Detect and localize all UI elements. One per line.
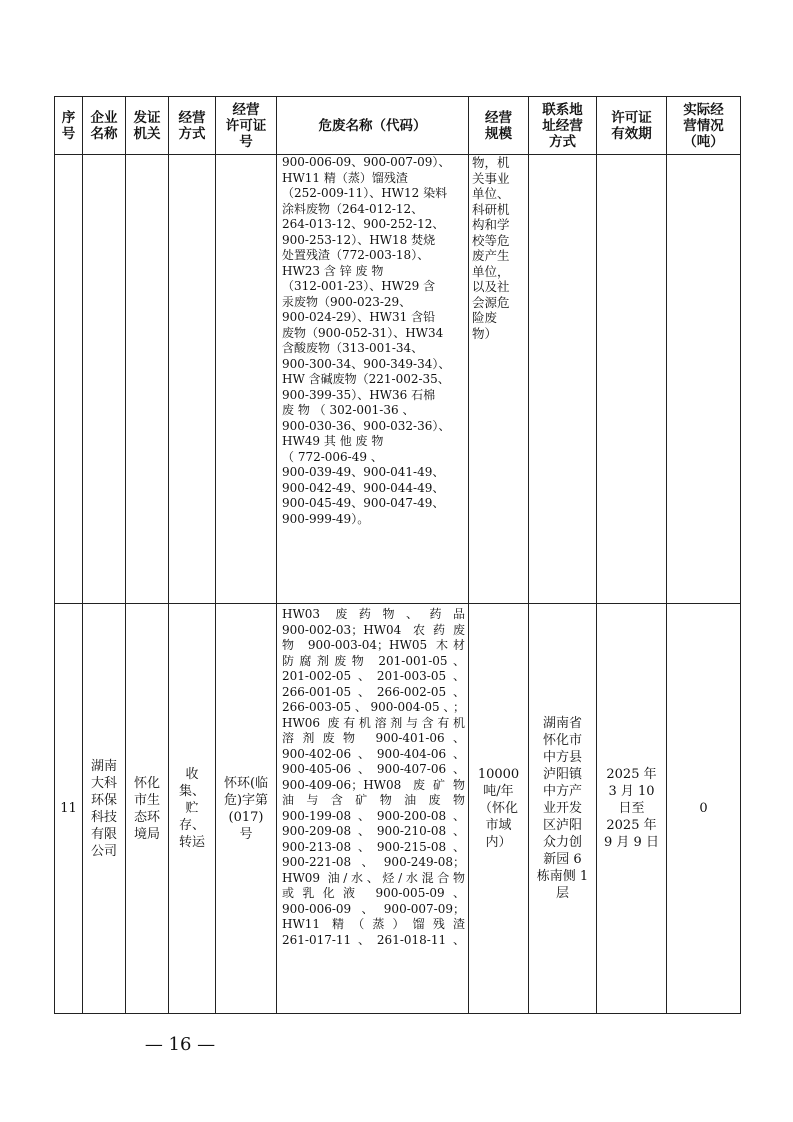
- table-row: [55, 604, 741, 1014]
- waste-list-text: HW03 废药物、药品 900-002-03；HW04 农药废 物 900-003-04；HW05 木材 防腐剂废物 201-001-05、 201-002-05、201-003-05、 266-001-05、266-002-05、 266-003-05、900-004-05、； HW06 废有机溶剂与含有机 溶剂废物 900-401-06、 900-402-06、900-404-06、 900-405-06、900-407-06、 900-409-06；HW08 废矿物 油与含矿物油废物 900-199-08、900-200-08、 900-209-08、900-210-08、 900-213-08、900-215-08、 900-221-08、900-249-08； HW09 油/水、烃/水混合物 或乳化液 900-005-09、 900-006-09、900-007-09； HW11 精（蒸）馏残渣 261-017-11、261-018-11、: [282, 607, 465, 947]
- header-seq: 序 号: [55, 97, 83, 155]
- cell-company: [83, 155, 126, 604]
- waste-list-text: 900-006-09、900-007-09）、 HW11 精（蒸）馏残渣 （252-009-11）、HW12 染料 涂料废物（264-012-12、 264-013-12、900-252-12、 900-253-12）、HW18 焚烧 处置残渣（772-003-18）、 HW23 含 锌 废 物 （312-001-23）、HW29 含 汞废物（900-023-29、 900-024-29）、HW31 含铅 废物（900-052-31）、HW34 含酸废物（313-001-34、 900-300-34、900-349-34）、 HW 含碱废物（221-002-35、 900-399-35）、HW36 石棉 废 物 （ 302-001-36 、 900-030-36、900-032-36）、 HW49 其 他 废 物 （ 772-006-49 、 900-039-49、900-041-49、 900-042-49、900-044-49、 900-045-49、900-047-49、 900-999-49）。: [282, 155, 451, 526]
- header-authority: 发证 机关: [126, 97, 169, 155]
- cell-seq: 11: [55, 604, 83, 1014]
- header-address: 联系地 址经营 方式: [529, 97, 597, 155]
- page-number: — 16 —: [144, 1034, 216, 1055]
- cell-scale: [469, 155, 529, 604]
- actual-amount: 0: [699, 801, 708, 816]
- cell-company: [83, 604, 126, 1014]
- header-company: 企业 名称: [83, 97, 126, 155]
- address-text: 湖南省 怀化市 中方县 泸阳镇 中方产 业开发 区泸阳 众力创 新园 6 栋南侧 1 层: [536, 716, 589, 901]
- cell-address: [529, 155, 597, 604]
- cell-mode: [169, 155, 216, 604]
- header-mode: 经营 方式: [169, 97, 216, 155]
- header-actual: 实际经 营情况 （吨）: [667, 97, 741, 155]
- company-name: 湖南 大科 环保 科技 有限 公司: [90, 758, 117, 859]
- cell-validity: [597, 604, 667, 1014]
- cell-license: [216, 155, 277, 604]
- cell-seq: [55, 155, 83, 604]
- header-license: 经营 许可证 号: [216, 97, 277, 155]
- scale-text: 物，机 关事业 单位、 科研机 构和学 校等危 废产生 单位， 以及社 会源危 险废 物）: [472, 155, 510, 341]
- scale-text: 10000 吨/年 （怀化 市域 内）: [477, 767, 520, 850]
- validity-text: 2025 年 3 月 10 日至 2025 年 9 月 9 日: [604, 767, 659, 850]
- cell-waste: [277, 155, 469, 604]
- cell-scale: [469, 604, 529, 1014]
- header-waste: 危废名称（代码）: [277, 97, 469, 155]
- cell-actual: [667, 155, 741, 604]
- cell-waste: [277, 604, 469, 1014]
- cell-authority: [126, 155, 169, 604]
- header-scale: 经营 规模: [469, 97, 529, 155]
- waste-license-table: [54, 96, 741, 1014]
- header-validity: 许可证 有效期: [597, 97, 667, 155]
- license-number: 怀环(临 危)字第 (017) 号: [223, 775, 269, 842]
- cell-address: [529, 604, 597, 1014]
- cell-mode: [169, 604, 216, 1014]
- operation-mode: 收 集、 贮 存、 转运: [178, 767, 205, 850]
- issuing-authority: 怀化 市生 态环 境局: [133, 775, 160, 842]
- table-row: [55, 155, 741, 604]
- cell-validity: [597, 155, 667, 604]
- cell-authority: [126, 604, 169, 1014]
- table-header-row: [55, 97, 741, 155]
- cell-actual: [667, 604, 741, 1014]
- cell-license: [216, 604, 277, 1014]
